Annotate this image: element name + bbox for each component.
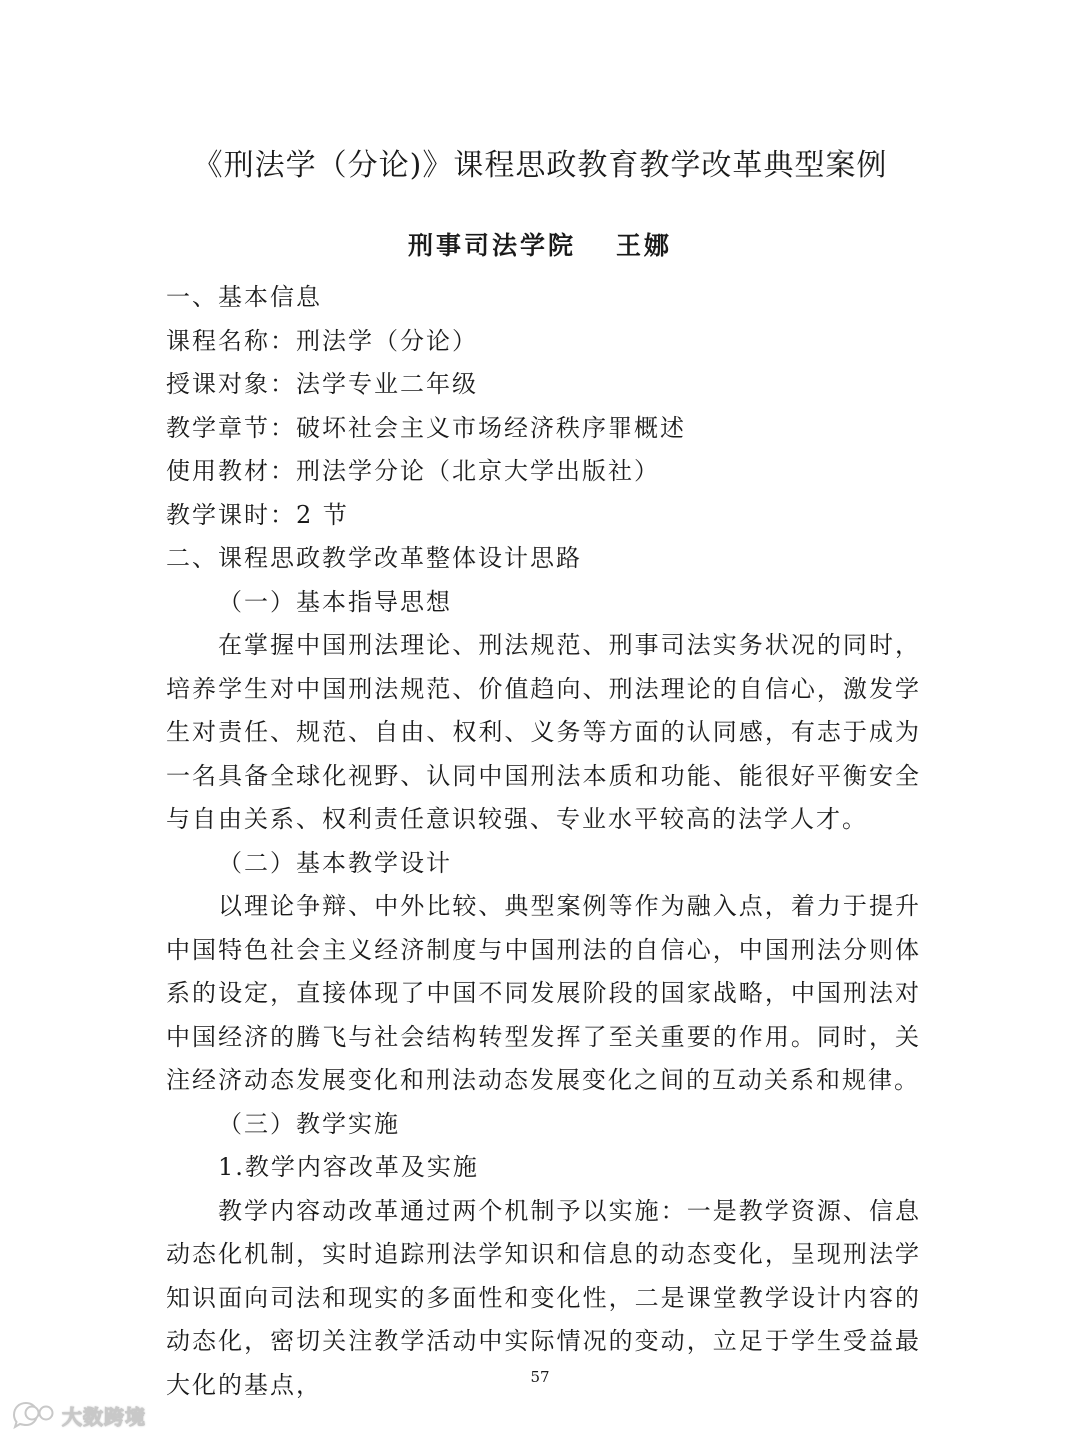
section-heading-basic-info: 一、基本信息: [166, 283, 322, 311]
chat-bubble-logo-icon: [10, 1400, 56, 1430]
paragraph-3: 教学内容动改革通过两个机制予以实施：一是教学资源、信息动态化机制，实时追踪刑法学知识和信息的动态变化，呈现刑法学知识面向司法和现实的多面性和变化性，二是课堂教学设计内容的动态化，密切关注教学活动中实际情况的变动，立足于学生受益最大化的基点，: [166, 1196, 921, 1399]
author-name: 王娜: [616, 231, 673, 260]
page-number: 57: [530, 1368, 550, 1386]
hours-line: 教学课时：2 节: [166, 500, 349, 529]
subsection-heading-2: （二）基本教学设计: [218, 848, 452, 877]
subsection-heading-3: （三）教学实施: [218, 1109, 400, 1138]
numbered-heading-1: 1.教学内容改革及实施: [218, 1153, 479, 1181]
paragraph-1: 在掌握中国刑法理论、刑法规范、刑事司法实务状况的同时，培养学生对中国刑法规范、价值趋向、刑法理论的自信心，激发学生对责任、规范、自由、权利、义务等方面的认同感，有志于成为一名具备全球化视野、认同中国刑法本质和功能、能很好平衡安全与自由关系、权利责任意识较强、专业水平较高的法学人才。: [166, 631, 921, 833]
watermark: [10, 1398, 146, 1432]
document-body: [166, 276, 921, 1407]
watermark-text: 大数跨境: [62, 1404, 146, 1429]
document-title: 《刑法学（分论)》课程思政教育教学改革典型案例: [192, 148, 888, 183]
author-line: [0, 226, 1080, 262]
author-unit: 刑事司法学院: [407, 231, 576, 260]
section-heading-design: 二、课程思政教学改革整体设计思路: [166, 544, 582, 572]
course-name-line: 课程名称：刑法学（分论）: [166, 326, 478, 355]
paragraph-2: 以理论争辩、中外比较、典型案例等作为融入点，着力于提升中国特色社会主义经济制度与中国刑法的自信心，中国刑法分则体系的设定，直接体现了中国不同发展阶段的国家战略，中国刑法对中国经济的腾飞与社会结构转型发挥了至关重要的作用。同时，关注经济动态发展变化和刑法动态发展变化之间的互动关系和规律。: [166, 892, 921, 1094]
textbook-line: 使用教材：刑法学分论（北京大学出版社）: [166, 457, 660, 485]
subsection-heading-1: （一）基本指导思想: [218, 587, 452, 616]
chapter-line: 教学章节：破坏社会主义市场经济秩序罪概述: [166, 413, 686, 442]
audience-line: 授课对象：法学专业二年级: [166, 370, 478, 398]
